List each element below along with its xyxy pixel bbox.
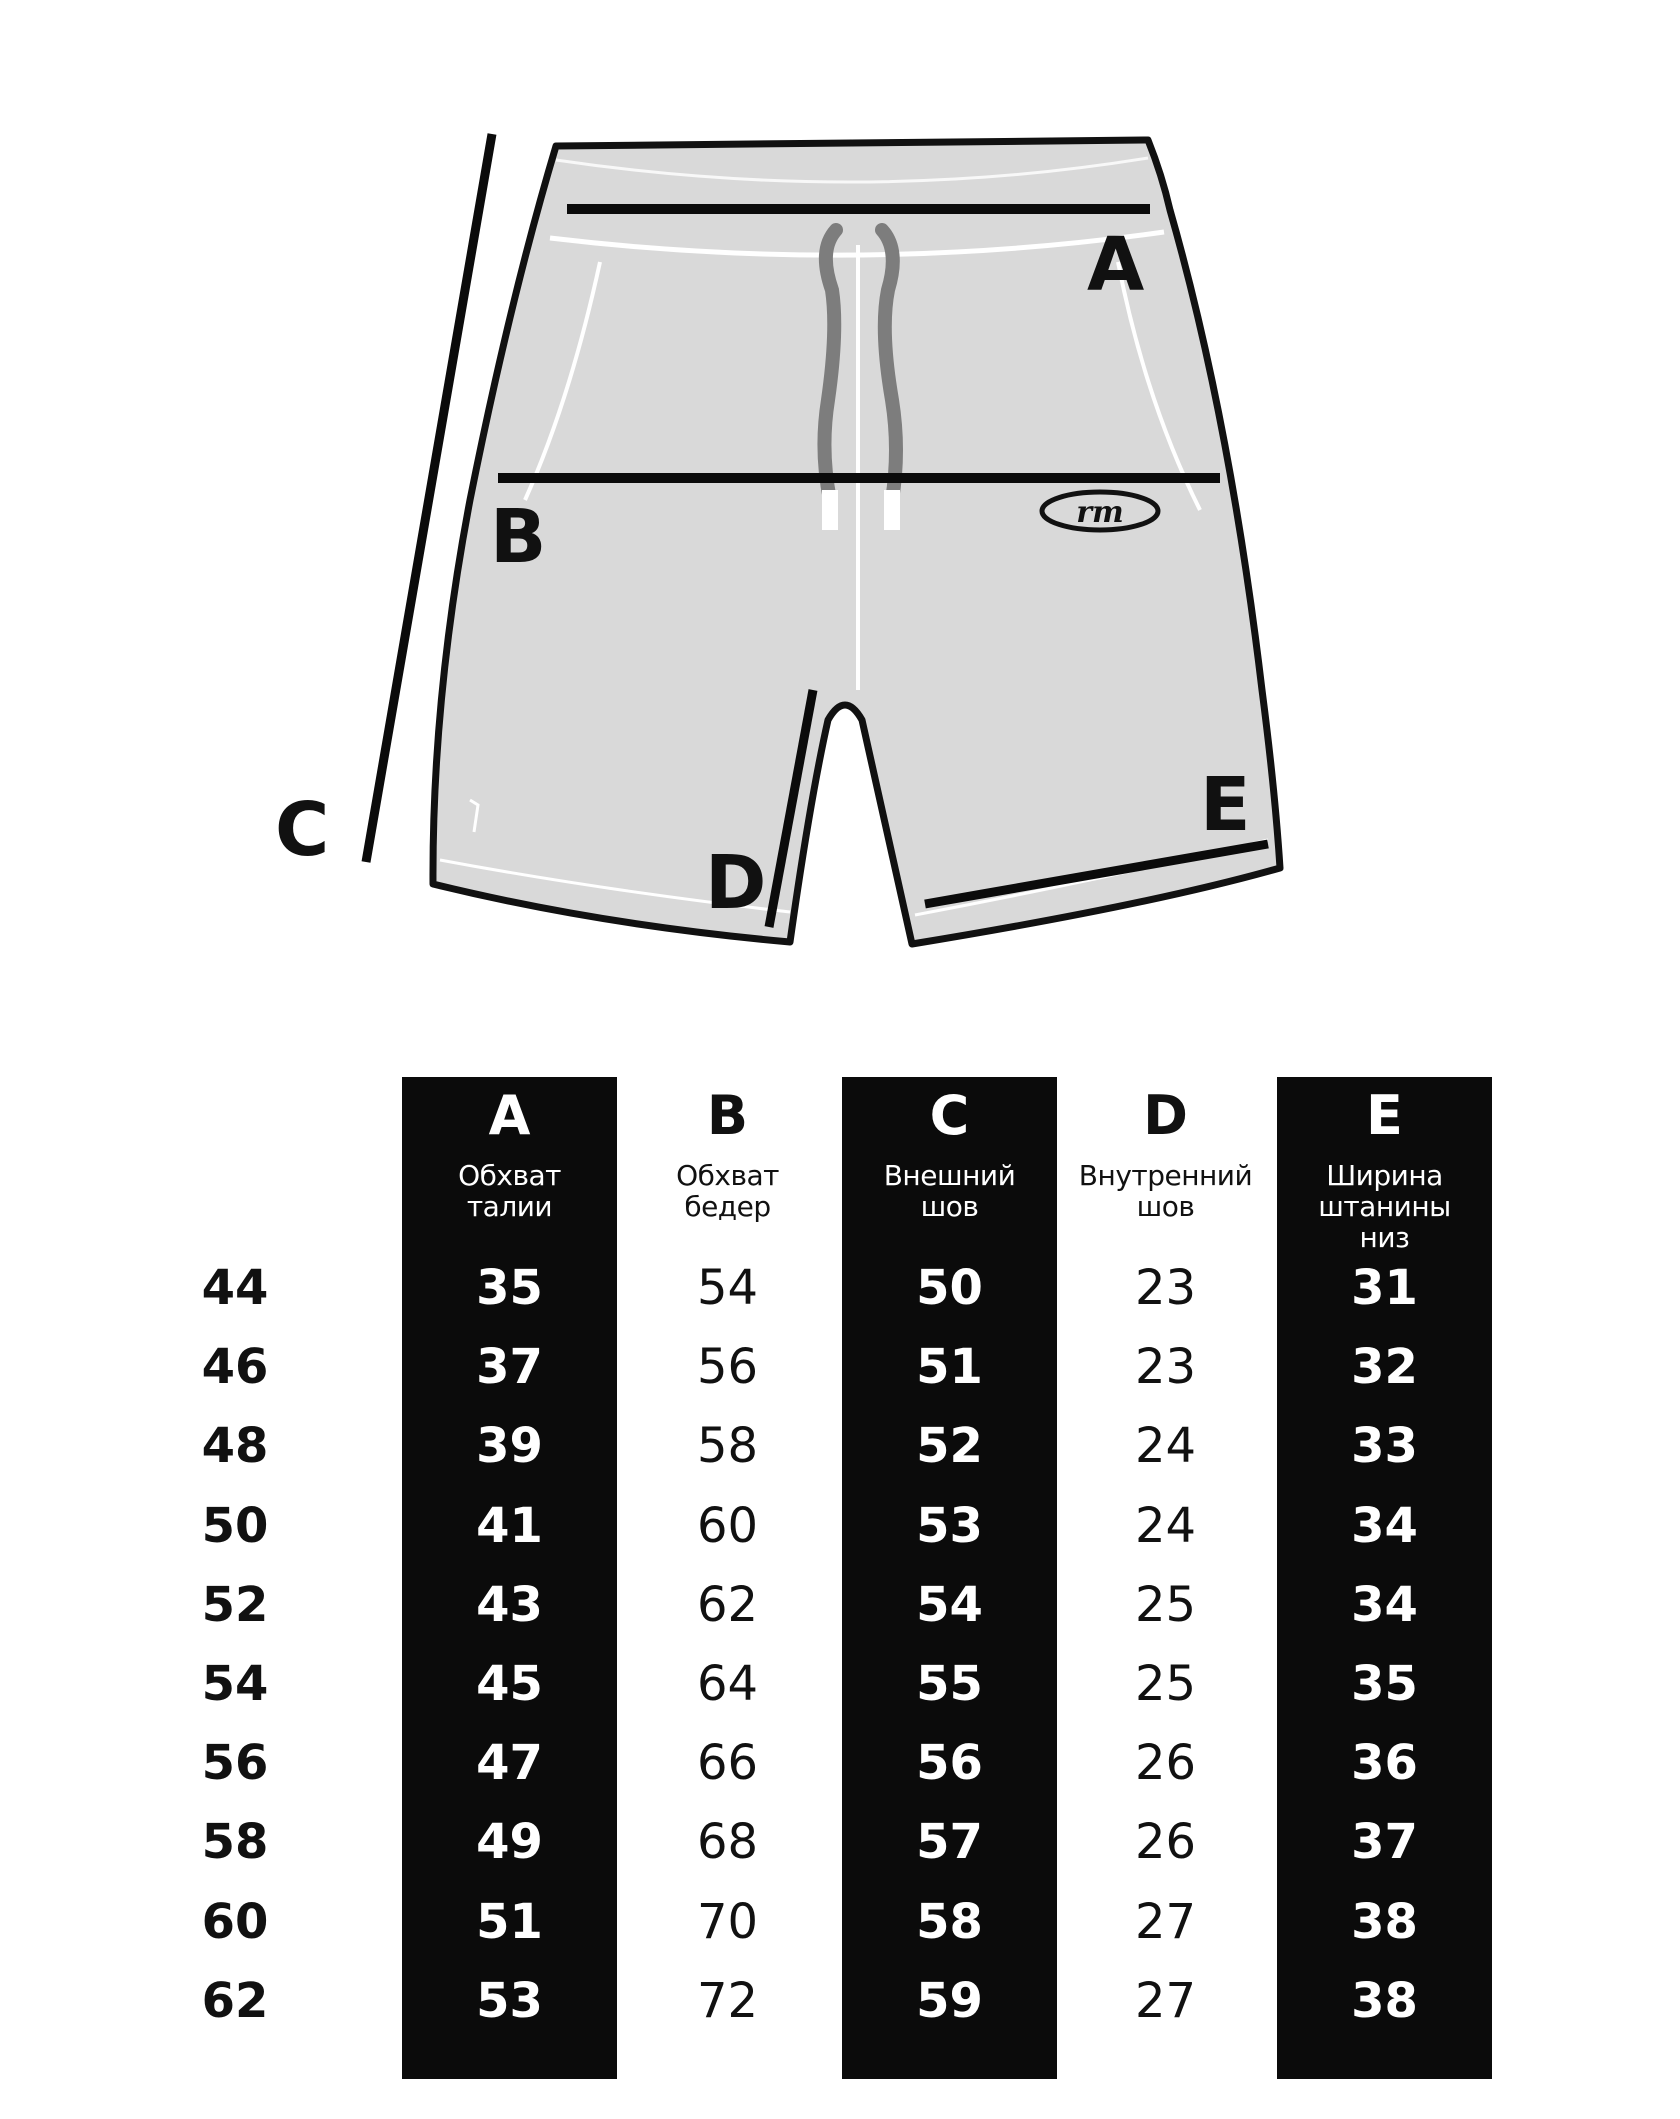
table-cell: 58 bbox=[916, 1893, 983, 1950]
table-cell: 56 bbox=[916, 1735, 983, 1792]
column-c bbox=[842, 1077, 1057, 2079]
table-cell: 26 bbox=[1134, 1735, 1197, 1792]
column-a-header: A bbox=[488, 1084, 531, 1147]
table-cell: 37 bbox=[1351, 1814, 1418, 1871]
table-cell: 54 bbox=[696, 1260, 759, 1316]
table-cell: 59 bbox=[916, 1972, 983, 2029]
table-cell: 24 bbox=[1134, 1497, 1197, 1554]
measure-label-d: D bbox=[705, 840, 767, 926]
table-cell: 54 bbox=[916, 1576, 983, 1633]
table-cell: 53 bbox=[476, 1972, 543, 2029]
table-cell: 62 bbox=[696, 1576, 759, 1633]
column-d bbox=[1058, 1077, 1273, 2079]
size-label: 56 bbox=[201, 1735, 269, 1792]
table-cell: 39 bbox=[476, 1418, 543, 1475]
table-cell: 31 bbox=[1351, 1260, 1418, 1316]
size-label: 50 bbox=[201, 1497, 269, 1554]
table-cell: 34 bbox=[1351, 1576, 1418, 1633]
table-cell: 68 bbox=[696, 1814, 759, 1871]
column-b-header: B bbox=[706, 1084, 749, 1147]
table-cell: 23 bbox=[1134, 1339, 1197, 1396]
table-cell: 37 bbox=[476, 1339, 543, 1396]
table-cell: 57 bbox=[916, 1814, 983, 1871]
table-cell: 32 bbox=[1351, 1339, 1418, 1396]
table-cell: 60 bbox=[696, 1497, 759, 1554]
table-cell: 27 bbox=[1134, 1893, 1197, 1950]
table-cell: 24 bbox=[1134, 1418, 1197, 1475]
table-cell: 51 bbox=[476, 1893, 543, 1950]
column-a bbox=[402, 1077, 617, 2079]
table-cell: 45 bbox=[476, 1656, 543, 1712]
table-cell: 52 bbox=[916, 1418, 983, 1475]
table-cell: 66 bbox=[696, 1735, 759, 1792]
size-label: 44 bbox=[201, 1260, 269, 1316]
column-c-description: Внешний шов bbox=[883, 1159, 1016, 1223]
table-cell: 72 bbox=[696, 1972, 759, 2029]
column-e bbox=[1277, 1077, 1492, 2079]
table-cell: 47 bbox=[476, 1735, 543, 1792]
column-b-description: Обхват бедер bbox=[676, 1159, 779, 1223]
size-label: 62 bbox=[201, 1972, 269, 2029]
column-b bbox=[620, 1077, 835, 2079]
table-cell: 55 bbox=[916, 1656, 983, 1712]
table-cell: 38 bbox=[1351, 1893, 1418, 1950]
table-cell: 25 bbox=[1134, 1656, 1197, 1712]
table-cell: 35 bbox=[1351, 1656, 1418, 1712]
measure-label-a: A bbox=[1087, 222, 1145, 308]
table-cell: 56 bbox=[696, 1339, 759, 1396]
table-cell: 27 bbox=[1134, 1972, 1197, 2029]
table-cell: 43 bbox=[476, 1576, 543, 1633]
size-label: 58 bbox=[201, 1814, 269, 1871]
table-cell: 26 bbox=[1134, 1814, 1197, 1871]
column-e-header: E bbox=[1366, 1084, 1403, 1147]
size-label: 54 bbox=[201, 1656, 269, 1712]
size-label: 48 bbox=[201, 1418, 269, 1475]
column-e-description: Ширина штанины низ bbox=[1318, 1159, 1451, 1254]
size-label: 46 bbox=[201, 1339, 269, 1396]
table-cell: 53 bbox=[916, 1497, 983, 1554]
table-cell: 58 bbox=[696, 1418, 759, 1475]
column-a-description: Обхват талии bbox=[458, 1159, 561, 1223]
table-cell: 49 bbox=[476, 1814, 543, 1871]
table-cell: 33 bbox=[1351, 1418, 1418, 1475]
table-cell: 64 bbox=[696, 1656, 759, 1712]
column-d-description: Внутренний шов bbox=[1078, 1159, 1253, 1223]
table-cell: 36 bbox=[1351, 1735, 1418, 1792]
table-cell: 34 bbox=[1351, 1497, 1418, 1554]
table-cell: 25 bbox=[1134, 1576, 1197, 1633]
table-cell: 35 bbox=[476, 1260, 543, 1316]
table-cell: 51 bbox=[916, 1339, 983, 1396]
size-label: 52 bbox=[201, 1576, 269, 1633]
table-cell: 50 bbox=[916, 1260, 983, 1316]
size-label: 60 bbox=[201, 1893, 269, 1950]
table-cell: 23 bbox=[1134, 1260, 1197, 1316]
table-cell: 70 bbox=[696, 1893, 759, 1950]
column-c-header: C bbox=[929, 1084, 970, 1147]
column-d-header: D bbox=[1143, 1084, 1188, 1147]
table-cell: 38 bbox=[1351, 1972, 1418, 2029]
measure-label-b: B bbox=[490, 494, 547, 580]
measure-label-c: C bbox=[275, 787, 330, 873]
measure-label-e: E bbox=[1200, 762, 1251, 848]
svg-text:rm: rm bbox=[1076, 495, 1124, 530]
table-cell: 41 bbox=[476, 1497, 543, 1554]
